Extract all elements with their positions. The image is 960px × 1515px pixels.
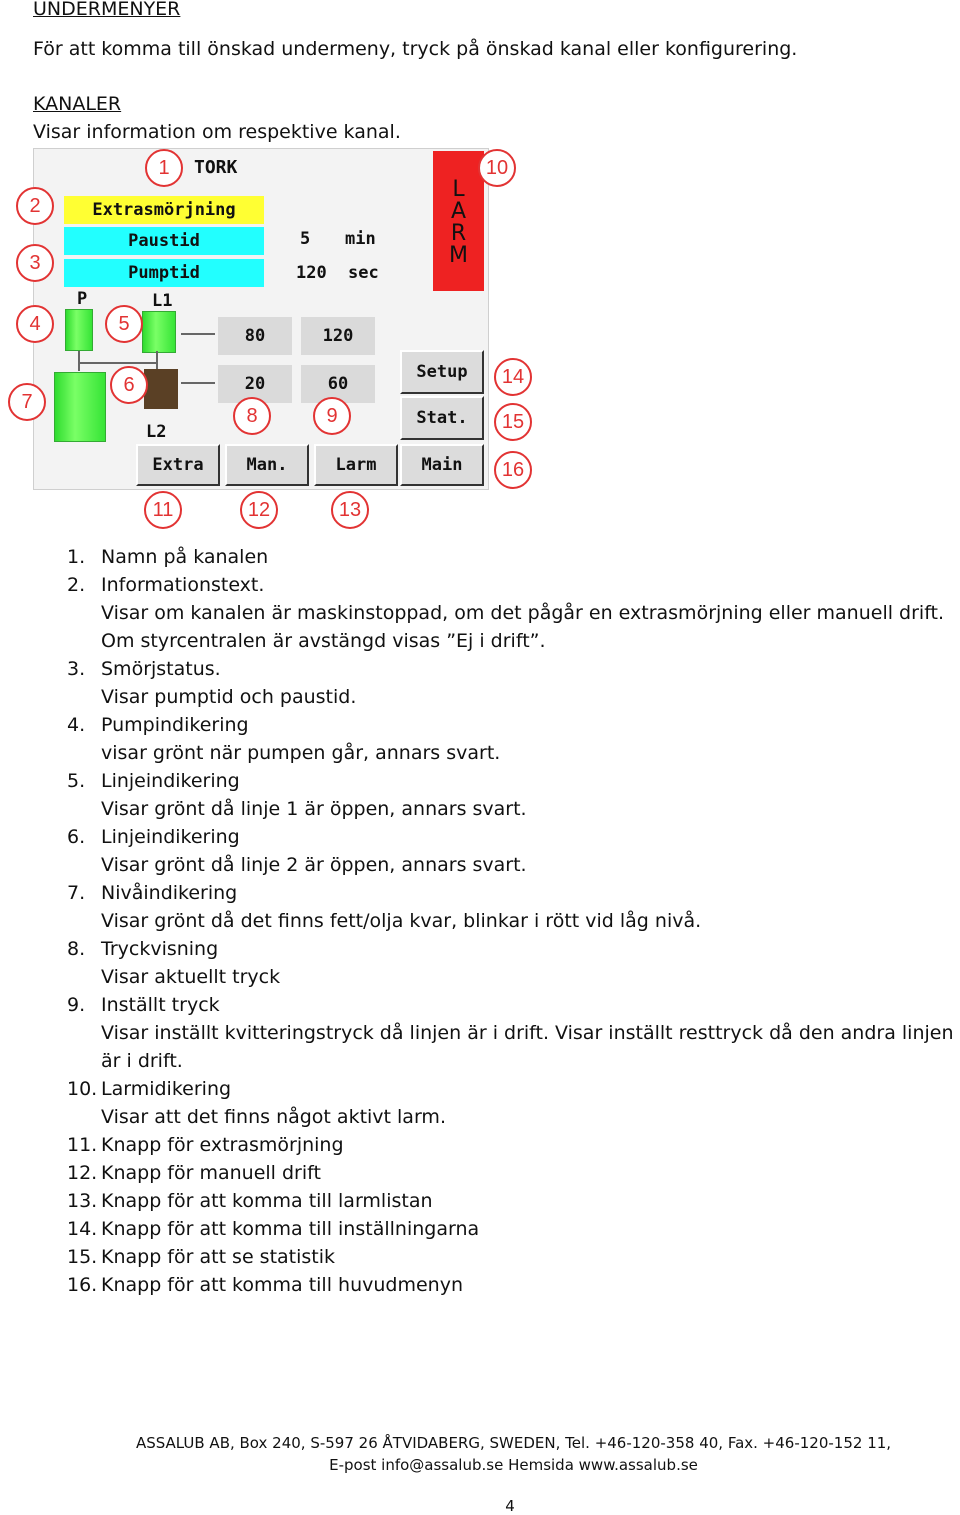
list-item-description: Visar om kanalen är maskinstoppad, om det pågår en extrasmörjning eller manuell drift. Om styrcentralen är avstängd visas ”Ej i drift”. — [101, 602, 945, 652]
paustid-unit: min — [345, 229, 376, 249]
level-indicator — [54, 372, 106, 442]
channel-name: TORK — [194, 157, 238, 178]
alarm-letter-r: R — [450, 221, 467, 246]
list-item-number: 14. — [67, 1218, 98, 1240]
callout-15: 15 — [494, 403, 532, 441]
list-item-description: visar grönt när pumpen går, annars svart. — [101, 742, 501, 764]
list-item-title: Namn på kanalen — [101, 546, 269, 568]
line1-down-connector — [156, 351, 158, 371]
callout-13: 13 — [331, 491, 369, 529]
intro-text: För att komma till önskad undermeny, tryck på önskad kanal eller konfigurering. — [33, 38, 798, 60]
callout-12: 12 — [240, 491, 278, 529]
callout-14: 14 — [494, 358, 532, 396]
list-item-title: Knapp för att se statistik — [101, 1246, 336, 1268]
alarm-indicator — [433, 151, 484, 291]
pressure-l1: 80 — [218, 317, 292, 355]
list-item-title: Smörjstatus. — [101, 658, 221, 680]
list-item — [67, 711, 960, 767]
list-item — [67, 1215, 960, 1243]
pumptid-label: Pumptid — [128, 263, 200, 283]
line1-connector — [181, 333, 215, 335]
list-item — [67, 1075, 960, 1131]
list-item-number: 8. — [67, 938, 86, 960]
list-item — [67, 1271, 960, 1299]
pumptid-unit: sec — [348, 263, 379, 283]
extra-button[interactable]: Extra — [136, 444, 220, 486]
line1-indicator — [142, 311, 176, 353]
list-item-number: 13. — [67, 1190, 98, 1212]
list-item-description: Visar inställt kvitteringstryck då linjen är i drift. Visar inställt resttryck då den andra linjen är i drift. — [101, 1022, 954, 1072]
callout-2: 2 — [16, 187, 54, 225]
callout-4: 4 — [16, 305, 54, 343]
list-item-number: 7. — [67, 882, 86, 904]
setup-button[interactable]: Setup — [400, 350, 484, 394]
kanaler-text: Visar information om respektive kanal. — [33, 121, 401, 143]
list-item-description: Visar pumptid och paustid. — [101, 686, 357, 708]
callout-6: 6 — [110, 366, 148, 404]
list-item-number: 11. — [67, 1134, 98, 1156]
list-item-title: Tryckvisning — [101, 938, 219, 960]
callout-3: 3 — [16, 244, 54, 282]
list-item-number: 2. — [67, 574, 86, 596]
list-item-number: 3. — [67, 658, 86, 680]
manifold-connector — [78, 362, 158, 364]
channel-panel — [33, 148, 489, 490]
list-item-title: Knapp för att komma till larmlistan — [101, 1190, 433, 1212]
list-item — [67, 991, 960, 1075]
line2-connector — [181, 382, 215, 384]
callout-5: 5 — [105, 305, 143, 343]
footer-address: ASSALUB AB, Box 240, S-597 26 ÅTVIDABERG, SWEDEN, Tel. +46-120-358 40, Fax. +46-120-152 11, — [135, 1434, 892, 1452]
list-item-title: Larmidikering — [101, 1078, 232, 1100]
info-text: Extrasmörjning — [92, 200, 236, 220]
pumptid-value: 120 — [296, 263, 327, 283]
list-item-title: Inställt tryck — [101, 994, 220, 1016]
list-item — [67, 1243, 960, 1271]
list-item-number: 6. — [67, 826, 86, 848]
callout-9: 9 — [313, 397, 351, 435]
heading-undermenyer: UNDERMENYER — [33, 0, 181, 20]
set-pressure-l2: 60 — [301, 365, 375, 403]
list-item-title: Knapp för att komma till inställningarna — [101, 1218, 480, 1240]
line2-indicator — [144, 369, 178, 409]
line2-label: L2 — [146, 422, 167, 442]
list-item — [67, 1187, 960, 1215]
page-number: 4 — [505, 1497, 515, 1515]
list-item-description: Visar grönt då det finns fett/olja kvar, blinkar i rött vid låg nivå. — [101, 910, 702, 932]
list-item-description: Visar grönt då linje 1 är öppen, annars svart. — [101, 798, 527, 820]
list-item-number: 9. — [67, 994, 86, 1016]
list-item — [67, 655, 960, 711]
callout-10: 10 — [478, 149, 516, 187]
list-item-title: Knapp för att komma till huvudmenyn — [101, 1274, 463, 1296]
man-button[interactable]: Man. — [225, 444, 309, 486]
larm-button[interactable]: Larm — [314, 444, 398, 486]
list-item-title: Linjeindikering — [101, 826, 240, 848]
pump-label: P — [77, 289, 88, 309]
list-item-title: Informationstext. — [101, 574, 265, 596]
set-pressure-l1: 120 — [301, 317, 375, 355]
pump-connector — [78, 351, 80, 371]
list-item-number: 15. — [67, 1246, 98, 1268]
list-item-title: Nivåindikering — [101, 882, 238, 904]
callout-11: 11 — [144, 491, 182, 529]
pressure-l2: 20 — [218, 365, 292, 403]
pump-indicator — [65, 309, 93, 351]
list-item-title: Pumpindikering — [101, 714, 249, 736]
alarm-letter-l: L — [452, 177, 465, 202]
paustid-label: Paustid — [128, 231, 200, 251]
list-item-title: Knapp för manuell drift — [101, 1162, 321, 1184]
list-item — [67, 1131, 960, 1159]
alarm-letter-m: M — [449, 243, 468, 268]
legend-list — [67, 543, 960, 1299]
list-item — [67, 879, 960, 935]
stat-button[interactable]: Stat. — [400, 396, 484, 440]
list-item — [67, 823, 960, 879]
list-item-title: Knapp för extrasmörjning — [101, 1134, 344, 1156]
list-item-description: Visar grönt då linje 2 är öppen, annars svart. — [101, 854, 527, 876]
heading-kanaler: KANALER — [33, 93, 122, 115]
list-item — [67, 935, 960, 991]
list-item-number: 12. — [67, 1162, 98, 1184]
callout-7: 7 — [8, 383, 46, 421]
list-item — [67, 571, 960, 655]
main-button[interactable]: Main — [400, 444, 484, 486]
list-item — [67, 1159, 960, 1187]
callout-1: 1 — [145, 149, 183, 187]
list-item-number: 10. — [67, 1078, 98, 1100]
alarm-letter-a: A — [450, 199, 467, 224]
list-item-number: 16. — [67, 1274, 98, 1296]
list-item-description: Visar aktuellt tryck — [101, 966, 281, 988]
list-item — [67, 767, 960, 823]
paustid-value: 5 — [300, 229, 311, 249]
line1-label: L1 — [152, 291, 173, 311]
list-item-title: Linjeindikering — [101, 770, 240, 792]
list-item — [67, 543, 960, 571]
footer-contact: E-post info@assalub.se Hemsida www.assalub.se — [329, 1456, 698, 1474]
callout-8: 8 — [233, 397, 271, 435]
list-item-number: 5. — [67, 770, 86, 792]
list-item-number: 1. — [67, 546, 86, 568]
list-item-description: Visar att det finns något aktivt larm. — [101, 1106, 446, 1128]
callout-16: 16 — [494, 451, 532, 489]
list-item-number: 4. — [67, 714, 86, 736]
